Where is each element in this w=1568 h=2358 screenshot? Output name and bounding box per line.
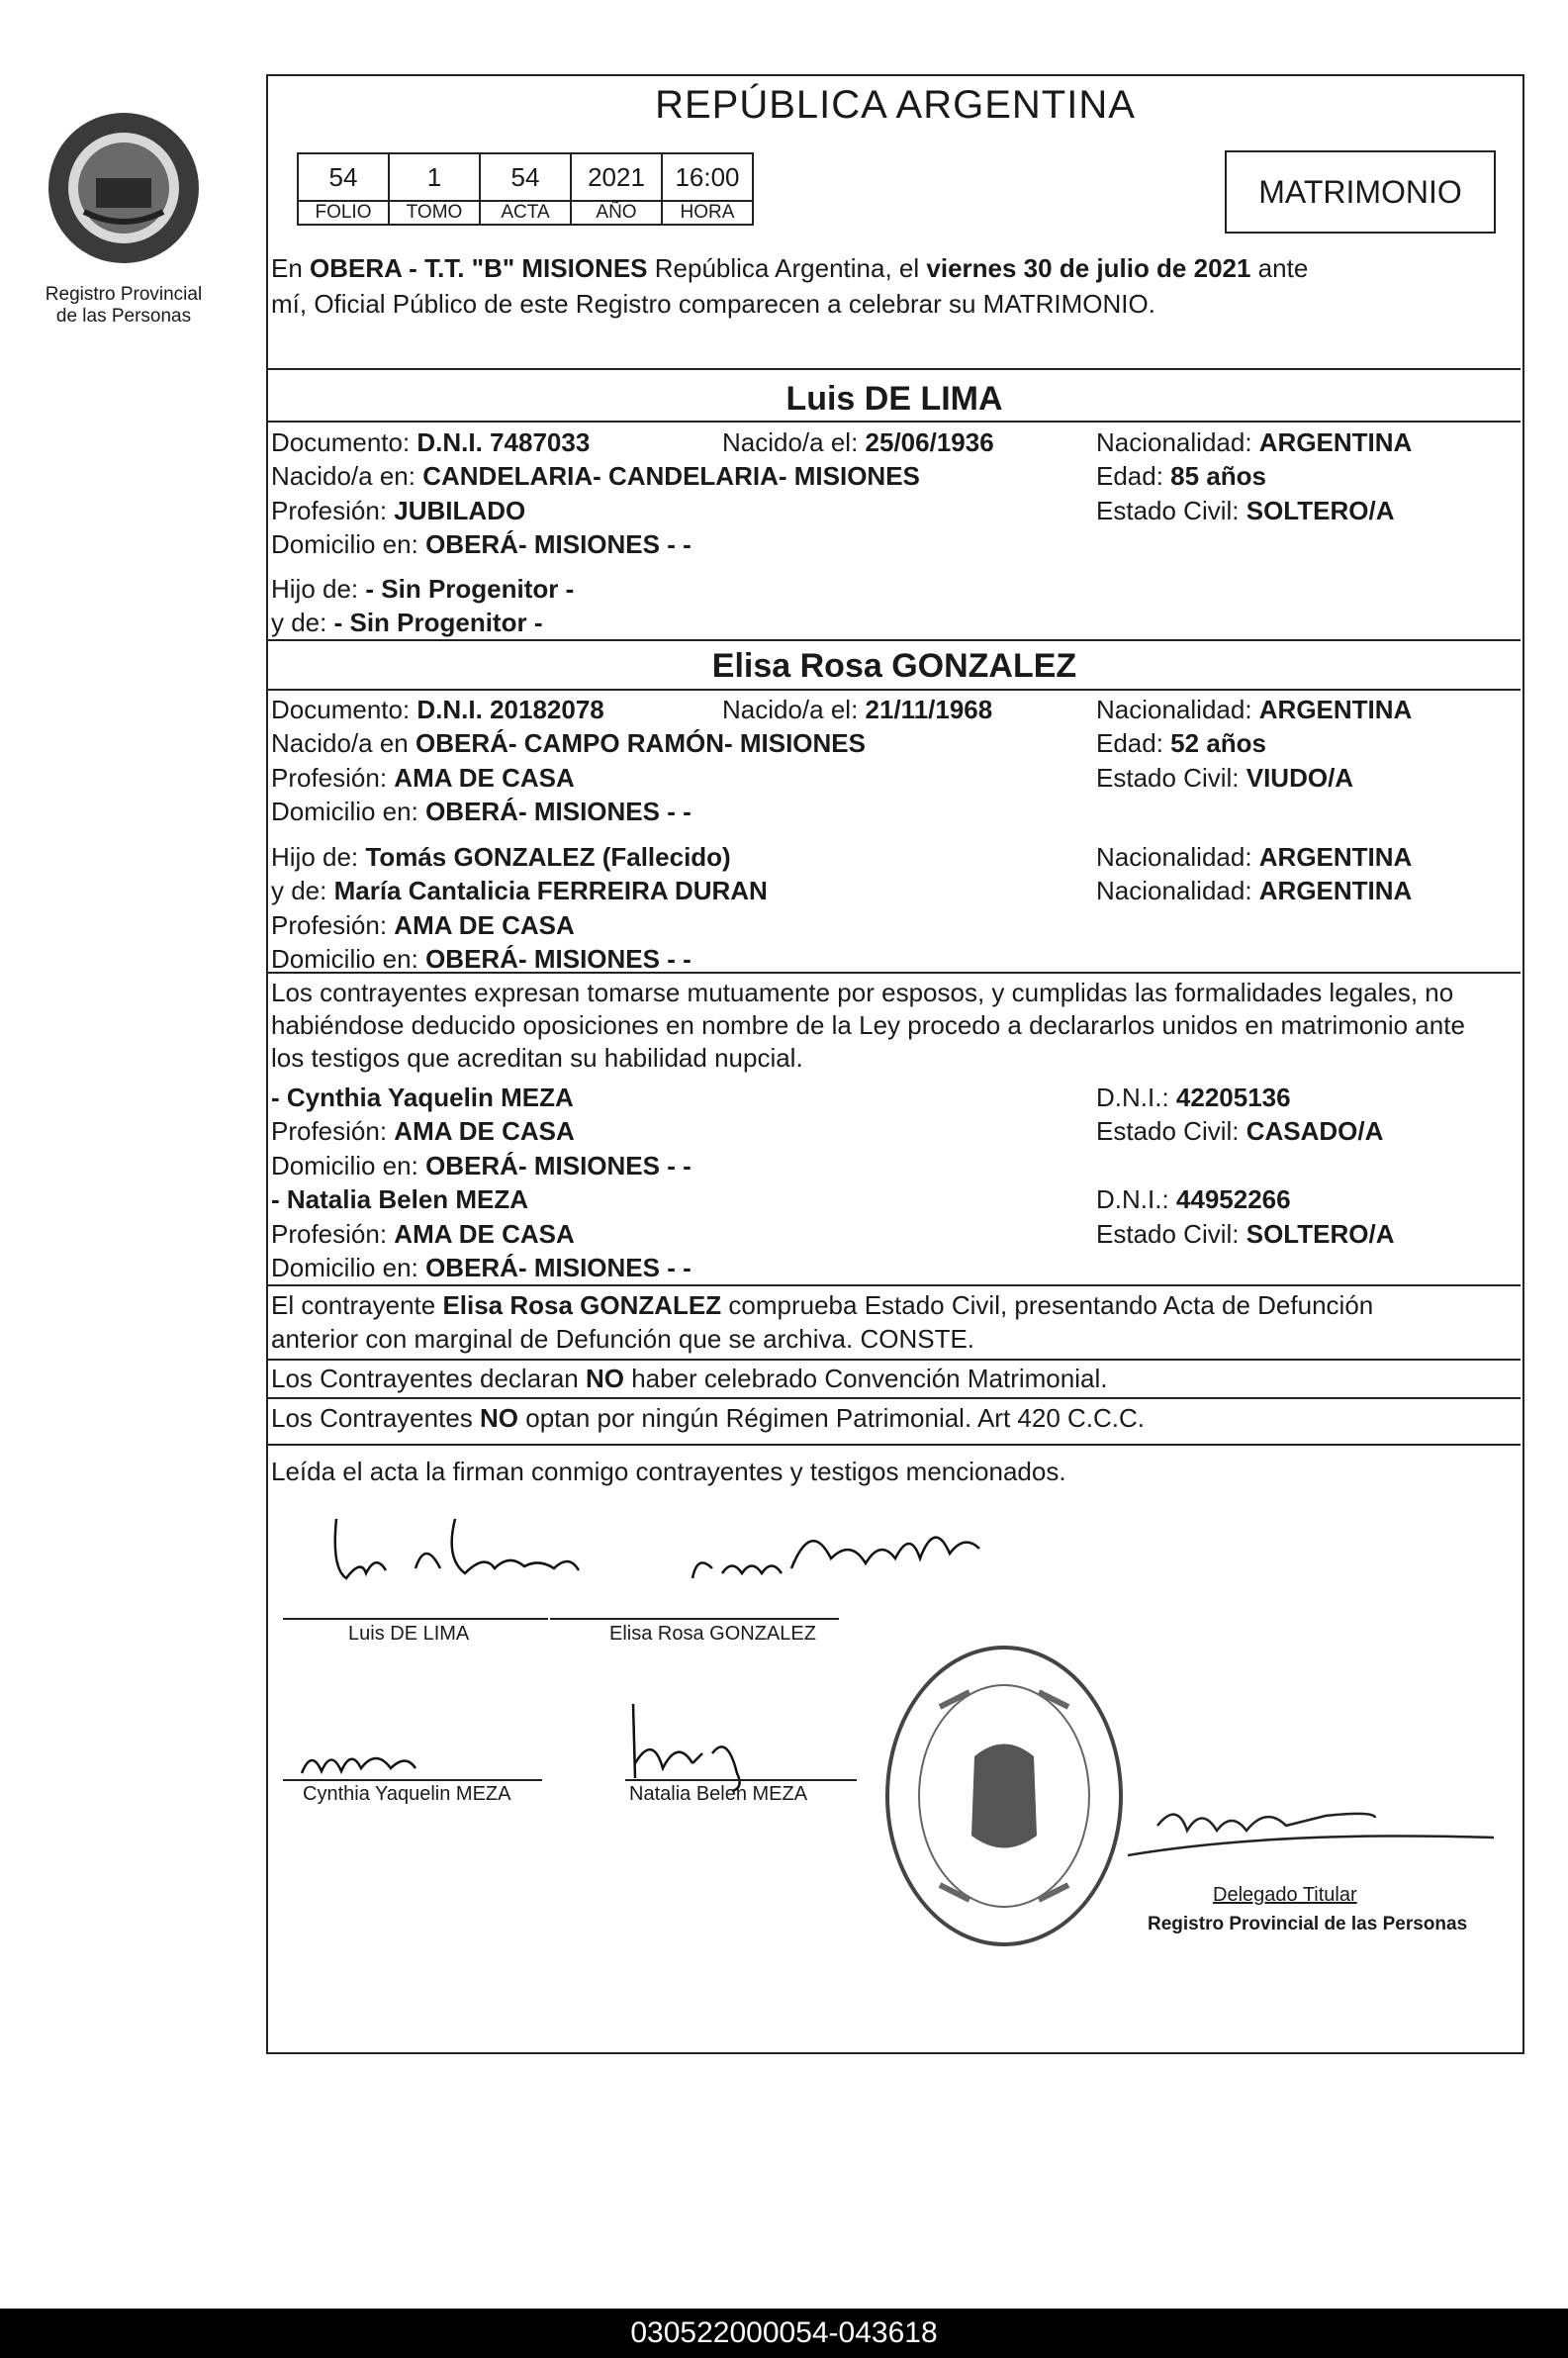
acta-value: 54 — [480, 153, 571, 201]
acta-label: ACTA — [480, 201, 571, 225]
stamp-title: Delegado Titular — [1213, 1884, 1357, 1906]
p2-nationality: Nacionalidad: ARGENTINA — [1096, 695, 1413, 724]
act-type-box: MATRIMONIO — [1225, 150, 1496, 234]
witness2-domicile: Domicilio en: OBERÁ- MISIONES - - — [271, 1253, 692, 1282]
declaration-line-3: los testigos que acreditan su habilidad nupcial. — [271, 1043, 803, 1073]
official-signature-scribble — [1128, 1786, 1504, 1885]
p2-profession: Profesión: AMA DE CASA — [271, 763, 575, 793]
convention-line-2: Los Contrayentes NO optan por ningún Régimen Patrimonial. Art 420 C.C.C. — [271, 1403, 1146, 1433]
record-reference-table — [297, 152, 754, 226]
p2-mother-profession: Profesión: AMA DE CASA — [271, 910, 575, 940]
declaration-line-2: habiéndose deducido oposiciones en nombre de la Ley procedo a declararlos unidos en matrimonio ante — [271, 1010, 1465, 1040]
p2-mother-domicile: Domicilio en: OBERÁ- MISIONES - - — [271, 944, 692, 974]
witness1-dni: D.N.I.: 42205136 — [1096, 1083, 1291, 1112]
intro-line-1: En OBERA - T.T. "B" MISIONES República Argentina, el viernes 30 de julio de 2021 ante — [271, 253, 1309, 283]
province-logo — [45, 109, 203, 267]
witness2-civil-status: Estado Civil: SOLTERO/A — [1096, 1219, 1395, 1249]
p2-born-date: Nacido/a el: 21/11/1968 — [722, 695, 993, 724]
declaration-line-1: Los contrayentes expresan tomarse mutuamente por esposos, y cumplidas las formalidades legales, no — [271, 978, 1454, 1007]
p2-civil-status: Estado Civil: VIUDO/A — [1096, 763, 1354, 793]
witness2-name: - Natalia Belen MEZA — [271, 1184, 529, 1214]
anio-label: AÑO — [571, 201, 662, 225]
witness1-domicile: Domicilio en: OBERÁ- MISIONES - - — [271, 1151, 692, 1180]
signature-label-luis: Luis DE LIMA — [348, 1623, 470, 1645]
p1-nationality: Nacionalidad: ARGENTINA — [1096, 427, 1413, 457]
tomo-value: 1 — [389, 153, 480, 201]
anio-value: 2021 — [571, 153, 662, 201]
p1-birthplace: Nacido/a en: CANDELARIA- CANDELARIA- MISIONES — [271, 461, 920, 491]
witness1-profession: Profesión: AMA DE CASA — [271, 1116, 575, 1146]
witnesses-signatures-scribble — [297, 1694, 851, 1793]
civil-status-note-line-2: anterior con marginal de Defunción que se archiva. CONSTE. — [271, 1324, 975, 1354]
stamp-org: Registro Provincial de las Personas — [1148, 1914, 1468, 1934]
p1-age: Edad: 85 años — [1096, 461, 1266, 491]
witness2-dni: D.N.I.: 44952266 — [1096, 1184, 1291, 1214]
logo-caption-1: Registro Provincial — [45, 284, 203, 305]
person1-name: Luis DE LIMA — [785, 380, 1003, 418]
hora-label: HORA — [662, 201, 753, 225]
witness2-profession: Profesión: AMA DE CASA — [271, 1219, 575, 1249]
p2-father: Hijo de: Tomás GONZALEZ (Fallecido) — [271, 842, 731, 872]
convention-line-1: Los Contrayentes declaran NO haber celebrado Convención Matrimonial. — [271, 1364, 1108, 1393]
signature-label-natalia: Natalia Belen MEZA — [629, 1783, 808, 1805]
p1-father: Hijo de: - Sin Progenitor - — [271, 574, 575, 604]
person2-name: Elisa Rosa GONZALEZ — [711, 647, 1077, 685]
p2-father-nationality: Nacionalidad: ARGENTINA — [1096, 842, 1413, 872]
logo-caption-2: de las Personas — [55, 306, 192, 327]
p2-mother-nationality: Nacionalidad: ARGENTINA — [1096, 876, 1413, 905]
province-seal-icon — [45, 109, 203, 267]
p2-mother: y de: María Cantalicia FERREIRA DURAN — [271, 876, 768, 905]
document-barcode-number: 030522000054-043618 — [0, 2309, 1568, 2358]
p1-civil-status: Estado Civil: SOLTERO/A — [1096, 496, 1395, 525]
p1-domicile: Domicilio en: OBERÁ- MISIONES - - — [271, 529, 692, 559]
signature-label-cynthia: Cynthia Yaquelin MEZA — [303, 1783, 511, 1805]
p2-document: Documento: D.N.I. 20182078 — [271, 695, 604, 724]
closing-text: Leída el acta la firman conmigo contrayentes y testigos mencionados. — [271, 1457, 1066, 1486]
spouses-signatures-scribble — [317, 1499, 1088, 1618]
p2-age: Edad: 52 años — [1096, 728, 1266, 758]
p1-profession: Profesión: JUBILADO — [271, 496, 526, 525]
registry-seal-stamp-icon — [880, 1638, 1128, 1954]
witness1-name: - Cynthia Yaquelin MEZA — [271, 1083, 574, 1112]
page-title: REPÚBLICA ARGENTINA — [655, 83, 1136, 127]
p2-domicile: Domicilio en: OBERÁ- MISIONES - - — [271, 797, 692, 826]
witness1-civil-status: Estado Civil: CASADO/A — [1096, 1116, 1384, 1146]
civil-status-note-line-1: El contrayente Elisa Rosa GONZALEZ comprueba Estado Civil, presentando Acta de Defunción — [271, 1290, 1374, 1320]
p1-born-date: Nacido/a el: 25/06/1936 — [722, 427, 994, 457]
signature-label-elisa: Elisa Rosa GONZALEZ — [609, 1623, 816, 1645]
p1-document: Documento: D.N.I. 7487033 — [271, 427, 591, 457]
hora-value: 16:00 — [662, 153, 753, 201]
p1-mother: y de: - Sin Progenitor - — [271, 608, 543, 637]
folio-value: 54 — [298, 153, 389, 201]
tomo-label: TOMO — [389, 201, 480, 225]
intro-line-2: mí, Oficial Público de este Registro comparecen a celebrar su MATRIMONIO. — [271, 289, 1155, 319]
p2-birthplace: Nacido/a en OBERÁ- CAMPO RAMÓN- MISIONES — [271, 728, 866, 758]
folio-label: FOLIO — [298, 201, 389, 225]
